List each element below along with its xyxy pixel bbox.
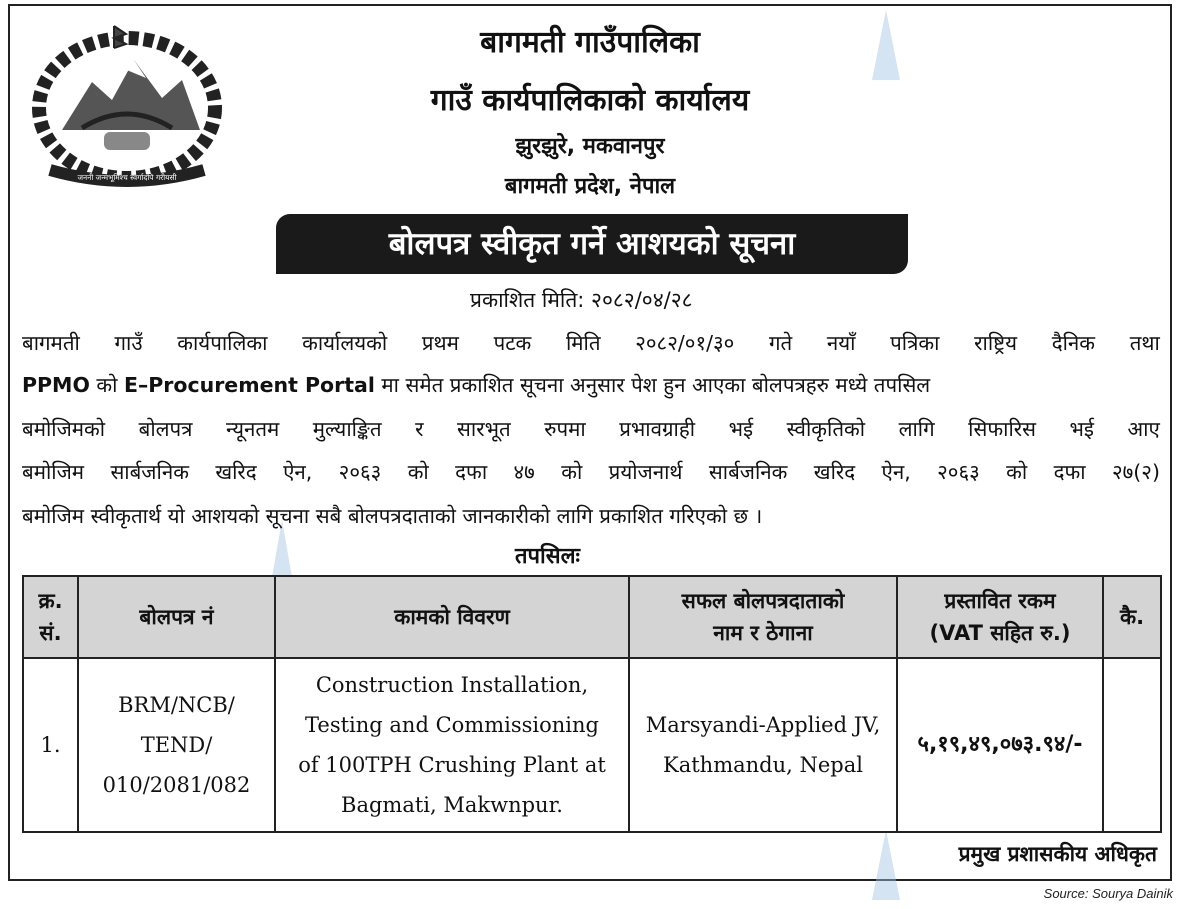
body-word: मुल्याङ्कित bbox=[312, 417, 382, 441]
body-line-3 bbox=[22, 414, 1160, 444]
body-line-2 bbox=[22, 370, 1160, 400]
body-word: प्रथम bbox=[421, 331, 459, 355]
body-word: बोलपत्र bbox=[138, 417, 193, 441]
header-remarks: कै. bbox=[1103, 576, 1161, 658]
body-word: लागि bbox=[898, 417, 935, 441]
body-word: पत्रिका bbox=[890, 331, 940, 355]
award-table bbox=[22, 575, 1162, 833]
header-sn: क्र. सं. bbox=[23, 576, 78, 658]
body-line-5: बमोजिम स्वीकृतार्थ यो आशयको सूचना सबै बोलपत्रदाताको जानकारीको लागि प्रकाशित गरिएको छ । bbox=[22, 504, 763, 528]
header-amount: प्रस्तावित रकम (VAT सहित रु.) bbox=[897, 576, 1103, 658]
body-line-4 bbox=[22, 457, 1160, 487]
province-country: बागमती प्रदेश, नेपाल bbox=[504, 174, 676, 199]
nepal-emblem-icon bbox=[22, 20, 232, 192]
body-word: २७(२) bbox=[1111, 460, 1160, 484]
body-word: स्वीकृतिको bbox=[786, 417, 866, 441]
body-word: २०८२/०१/३० bbox=[635, 331, 735, 355]
body-word: सारभूत bbox=[457, 417, 511, 441]
body-word: गते bbox=[769, 331, 793, 355]
office-location: झुरझुरे, मकवानपुर bbox=[515, 134, 665, 159]
body-word: ऐन, bbox=[283, 460, 313, 484]
schedule-heading: तपसिलः bbox=[515, 544, 580, 569]
body-word: दैनिक bbox=[1051, 331, 1096, 355]
body-word: प्रभावग्राही bbox=[619, 417, 696, 441]
body-word: २०६३ bbox=[338, 460, 382, 484]
body-line-1 bbox=[22, 328, 1160, 358]
body-word: ऐन, bbox=[881, 460, 911, 484]
body-text: को bbox=[89, 373, 124, 397]
emblem-motto: जननी जन्मभूमिश्च स्वर्गादपि गरीयसी bbox=[77, 173, 177, 182]
body-word: न्यूनतम bbox=[226, 417, 280, 441]
cell-amount: ५,१९,४९,०७३.९४/- bbox=[897, 658, 1103, 832]
signatory-title: प्रमुख प्रशासकीय अधिकृत bbox=[958, 842, 1157, 866]
cell-bid-no: BRM/NCB/ TEND/ 010/2081/082 bbox=[78, 658, 275, 832]
body-word: बमोजिमको bbox=[22, 417, 106, 441]
body-word: ४७ bbox=[513, 460, 535, 484]
municipality-name: बागमती गाउँपालिका bbox=[480, 25, 700, 60]
body-word: मिति bbox=[565, 331, 601, 355]
body-word: गाउँ bbox=[114, 331, 143, 355]
eprocurement-label: E–Procurement Portal bbox=[123, 373, 375, 397]
body-word: को bbox=[1006, 460, 1028, 484]
body-word: नयाँ bbox=[826, 331, 856, 355]
cell-description: Construction Installation, Testing and Commissioning of 100TPH Crushing Plant at Bagmati, Makwnpur. bbox=[275, 658, 629, 832]
body-word: भई bbox=[1069, 417, 1094, 441]
body-word: कार्यालयको bbox=[302, 331, 388, 355]
cell-remarks bbox=[1103, 658, 1161, 832]
table-row bbox=[23, 658, 1161, 832]
header-bidder: सफल बोलपत्रदाताको नाम र ठेगाना bbox=[629, 576, 897, 658]
body-word: भई bbox=[728, 417, 754, 441]
published-date: प्रकाशित मिति: २०८२/०४/२८ bbox=[470, 288, 693, 312]
body-word: को bbox=[407, 460, 429, 484]
watermark-triangle-icon bbox=[872, 830, 900, 900]
body-word: खरिद bbox=[215, 460, 257, 484]
body-word: र bbox=[415, 417, 424, 441]
body-word: बागमती bbox=[22, 331, 80, 355]
body-word: २०६३ bbox=[937, 460, 980, 484]
ppmo-label: PPMO bbox=[22, 373, 90, 397]
header-description: कामको विवरण bbox=[275, 576, 629, 658]
office-name: गाउँ कार्यपालिकाको कार्यालय bbox=[430, 83, 750, 118]
body-word: तथा bbox=[1129, 331, 1160, 355]
source-credit: Source: Sourya Dainik bbox=[1043, 886, 1173, 901]
body-word: राष्ट्रिय bbox=[974, 331, 1018, 355]
cell-bidder: Marsyandi-Applied JV, Kathmandu, Nepal bbox=[629, 658, 897, 832]
body-text: मा समेत प्रकाशित सूचना अनुसार पेश हुन आएका बोलपत्रहरु मध्ये तपसिल bbox=[374, 373, 931, 397]
cell-sn: 1. bbox=[23, 658, 78, 832]
body-word: प्रयोजनार्थ bbox=[608, 460, 683, 484]
notice-title-banner: बोलपत्र स्वीकृत गर्ने आशयको सूचना bbox=[276, 214, 908, 274]
body-word: दफा bbox=[1053, 460, 1086, 484]
body-word: दफा bbox=[455, 460, 488, 484]
body-word: पटक bbox=[493, 331, 532, 355]
body-word: खरिद bbox=[813, 460, 856, 484]
body-word: सार्बजनिक bbox=[110, 460, 189, 484]
body-word: सिफारिस bbox=[968, 417, 1036, 441]
body-word: आए bbox=[1127, 417, 1160, 441]
header-bid-no: बोलपत्र नं bbox=[78, 576, 275, 658]
body-word: बमोजिम bbox=[22, 460, 85, 484]
table-header-row bbox=[23, 576, 1161, 658]
body-word: कार्यपालिका bbox=[177, 331, 268, 355]
body-word: सार्बजनिक bbox=[708, 460, 788, 484]
body-word: रुपमा bbox=[544, 417, 586, 441]
body-word: को bbox=[561, 460, 583, 484]
